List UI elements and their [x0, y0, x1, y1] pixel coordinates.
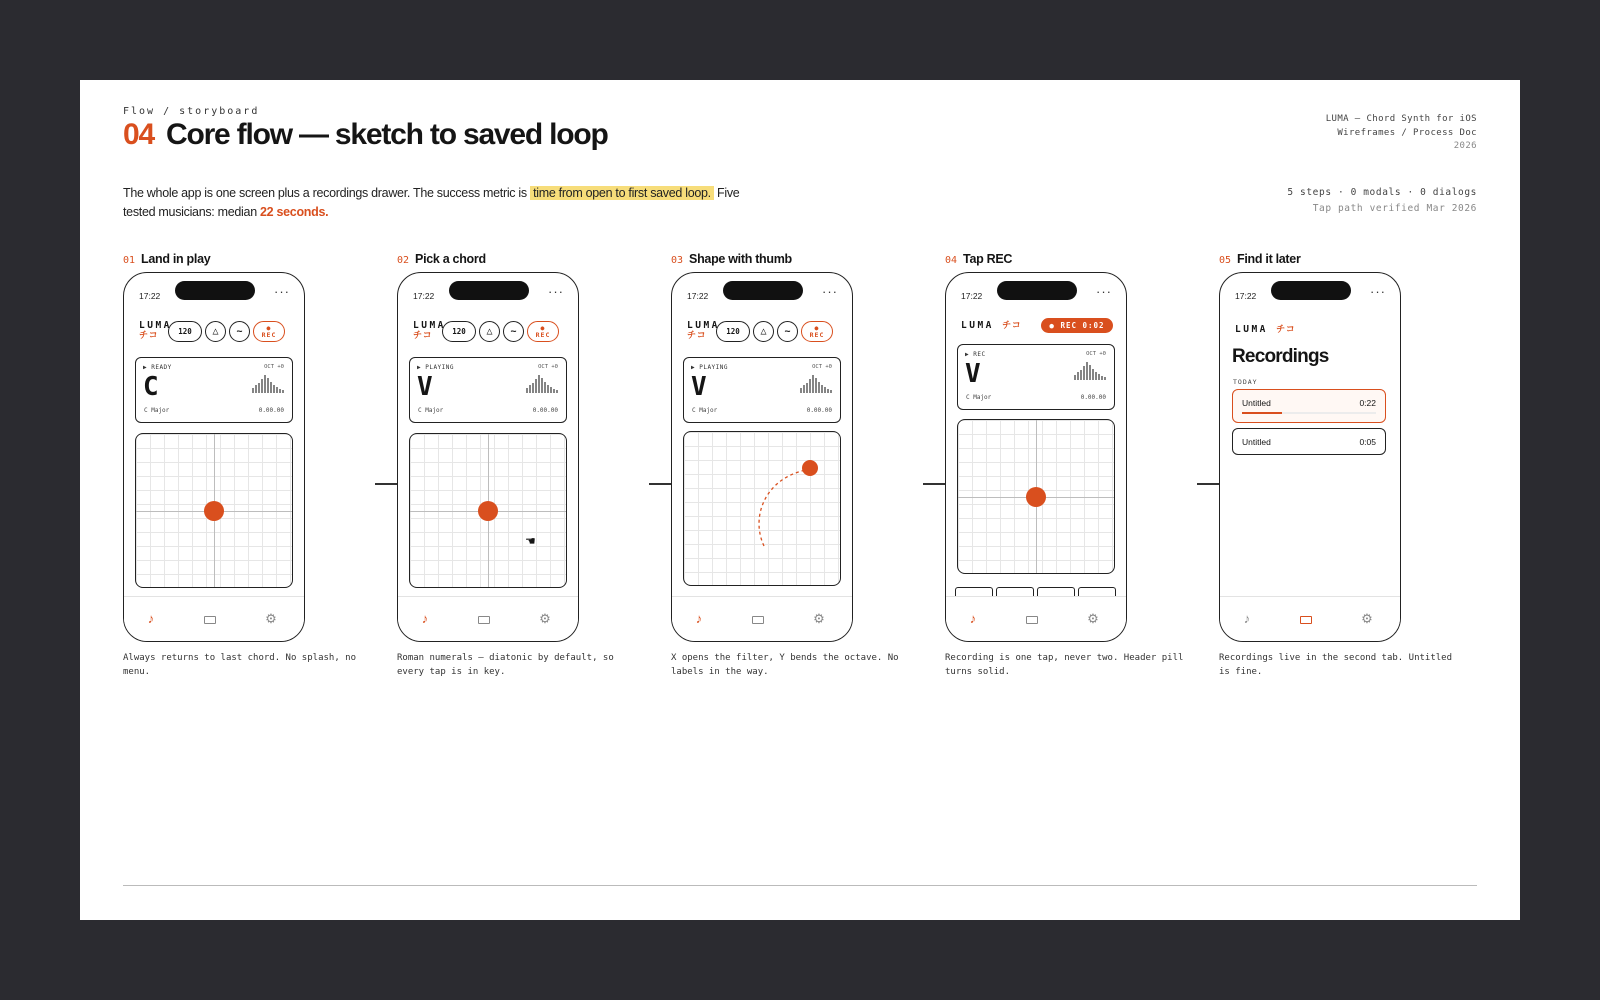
chord-display: [135, 357, 293, 423]
app-brand: [139, 320, 172, 342]
step-4: [945, 250, 1205, 690]
pad-knob[interactable]: [478, 501, 498, 521]
tab-recordings-icon[interactable]: [200, 611, 220, 626]
recording-item[interactable]: [1232, 389, 1386, 423]
dynamic-island: [1271, 281, 1351, 300]
section-number: 04: [123, 118, 154, 151]
pad-knob[interactable]: [1026, 487, 1046, 507]
triangle-wave-icon[interactable]: △: [753, 321, 774, 342]
octave-readout: OCT +0: [264, 364, 284, 370]
status-time: 17:22: [687, 291, 709, 301]
xy-pad[interactable]: [683, 431, 841, 586]
play-status: ▶ PLAYING: [417, 364, 455, 371]
control-pills: [442, 321, 559, 342]
rec-dot-icon: ●: [266, 323, 272, 332]
step-3: [671, 250, 931, 690]
more-icon[interactable]: ···: [274, 284, 290, 299]
recording-name: Untitled: [1242, 437, 1271, 447]
step-header: [1219, 250, 1301, 268]
flow-connector: [923, 483, 945, 485]
step-title: Shape with thumb: [689, 252, 792, 266]
more-icon[interactable]: ···: [1096, 284, 1112, 299]
intro-paragraph: [123, 184, 763, 222]
meta-doc-type: Wireframes / Process Doc: [1337, 127, 1477, 138]
step-number: 05: [1219, 255, 1232, 266]
tab-recordings-icon[interactable]: [474, 611, 494, 626]
key-label: C Major: [418, 407, 444, 414]
tab-bar: [672, 596, 852, 641]
triangle-wave-icon[interactable]: △: [205, 321, 226, 342]
step-title: Land in play: [141, 252, 211, 266]
step-caption: Recording is one tap, never two. Header pill turns solid.: [945, 653, 1184, 677]
sine-wave-icon[interactable]: ~: [229, 321, 250, 342]
phone-mockup: [1219, 272, 1401, 642]
brand-jp: チコ: [139, 331, 159, 341]
control-pills: [168, 321, 285, 342]
app-brand: [1235, 324, 1296, 336]
time-readout: 0.00.00: [1080, 394, 1106, 401]
step-header: [397, 250, 486, 268]
step-5: [1219, 250, 1479, 690]
step-1: [123, 250, 383, 690]
brand-name: LUMA: [687, 320, 720, 331]
phone-mockup: [397, 272, 579, 642]
chord-symbol: V: [417, 372, 433, 402]
gesture-trail: [684, 432, 841, 586]
rec-label: REC: [535, 330, 551, 339]
step-caption: Roman numerals — diatonic by default, so every tap is in key.: [397, 653, 614, 677]
meta-year: 2026: [1453, 141, 1477, 151]
step-header: [945, 250, 1012, 268]
recording-duration: 0:22: [1359, 398, 1376, 408]
dynamic-island: [997, 281, 1077, 300]
step-header: [123, 250, 210, 268]
app-brand: [413, 320, 446, 342]
recording-item[interactable]: [1232, 428, 1386, 455]
step-caption: Always returns to last chord. No splash, no menu.: [123, 653, 356, 677]
footer-divider: [123, 885, 1477, 886]
level-meter: [526, 373, 558, 393]
step-number: 03: [671, 255, 684, 266]
bpm-pill[interactable]: 120: [716, 321, 750, 342]
status-time: 17:22: [413, 291, 435, 301]
key-label: C Major: [144, 407, 170, 414]
intro-metric-value: 22 seconds.: [260, 205, 329, 219]
dynamic-island: [449, 281, 529, 300]
play-status: ▶ READY: [143, 364, 172, 371]
rec-button[interactable]: [527, 321, 559, 342]
rec-dot-icon: ●: [814, 323, 820, 332]
sine-wave-icon[interactable]: ~: [503, 321, 524, 342]
storyboard-sheet: [80, 80, 1520, 920]
step-caption: Recordings live in the second tab. Untitled is fine.: [1219, 653, 1452, 677]
step-title: Find it later: [1237, 252, 1301, 266]
key-label: C Major: [692, 407, 718, 414]
tab-play-icon[interactable]: ♪: [421, 611, 429, 626]
status-time: 17:22: [961, 291, 983, 301]
rec-label: REC: [809, 330, 825, 339]
doc-meta: [1326, 113, 1477, 154]
tab-settings-icon[interactable]: ⚙: [539, 611, 551, 626]
time-readout: 0.00.00: [532, 407, 558, 414]
tab-bar: [124, 596, 304, 641]
tab-recordings-icon[interactable]: [1022, 611, 1042, 626]
recordings-section-label: TODAY: [1233, 378, 1258, 386]
brand-jp: チコ: [687, 331, 707, 341]
meta-product: LUMA — Chord Synth for iOS: [1325, 114, 1477, 124]
tab-bar: [1220, 596, 1400, 641]
flow-connector: [1197, 483, 1219, 485]
title-text: Core flow — sketch to saved loop: [165, 118, 608, 151]
chord-display: [409, 357, 567, 423]
tab-play-icon[interactable]: ♪: [969, 611, 977, 626]
control-pills: [716, 321, 833, 342]
level-meter: [1074, 360, 1106, 380]
rec-label: REC: [261, 330, 277, 339]
chord-symbol: C: [143, 372, 159, 402]
level-meter: [800, 373, 832, 393]
tab-play-icon[interactable]: ♪: [1243, 611, 1251, 626]
playback-progress-fill: [1242, 412, 1282, 414]
dynamic-island: [723, 281, 803, 300]
chord-display: [957, 344, 1115, 410]
pad-knob[interactable]: [204, 501, 224, 521]
more-icon[interactable]: ···: [822, 284, 838, 299]
intro-text-2: Five tested musicians: median: [123, 186, 740, 219]
bpm-pill[interactable]: 120: [442, 321, 476, 342]
recording-duration: 0:05: [1359, 437, 1376, 447]
rec-button[interactable]: [801, 321, 833, 342]
flow-summary: 5 steps · 0 modals · 0 dialogs: [1287, 187, 1477, 198]
xy-pad[interactable]: [135, 433, 293, 588]
more-icon[interactable]: ···: [548, 284, 564, 299]
octave-readout: OCT +0: [1086, 351, 1106, 357]
tab-settings-icon[interactable]: ⚙: [1087, 611, 1099, 626]
time-readout: 0.00.00: [258, 407, 284, 414]
step-number: 02: [397, 255, 410, 266]
status-time: 17:22: [1235, 291, 1257, 301]
step-2: [397, 250, 657, 690]
triangle-wave-icon[interactable]: △: [479, 321, 500, 342]
step-number: 01: [123, 255, 136, 266]
brand-name: LUMA: [961, 320, 994, 331]
xy-pad[interactable]: [409, 433, 567, 588]
step-caption: X opens the filter, Y bends the octave. No labels in the way.: [671, 653, 899, 677]
app-brand: [687, 320, 720, 342]
flow-stats: [1287, 185, 1477, 217]
brand-name: LUMA: [139, 320, 172, 331]
bpm-pill[interactable]: 120: [168, 321, 202, 342]
tab-bar: [946, 596, 1126, 641]
level-meter: [252, 373, 284, 393]
brand-jp: チコ: [1276, 325, 1296, 335]
tab-settings-icon[interactable]: ⚙: [265, 611, 277, 626]
play-status: ▶ PLAYING: [691, 364, 729, 371]
tab-settings-icon[interactable]: ⚙: [1361, 611, 1373, 626]
rec-dot-icon: ●: [540, 323, 546, 332]
step-title: Pick a chord: [415, 252, 486, 266]
sine-wave-icon[interactable]: ~: [777, 321, 798, 342]
more-icon[interactable]: ···: [1370, 284, 1386, 299]
tab-play-icon[interactable]: ♪: [147, 611, 155, 626]
tab-play-icon[interactable]: ♪: [695, 611, 703, 626]
flow-connector: [375, 483, 397, 485]
play-status: ▶ REC: [965, 351, 986, 358]
brand-jp: チコ: [413, 331, 433, 341]
dynamic-island: [175, 281, 255, 300]
recording-pill[interactable]: ● REC 0:02: [1041, 318, 1113, 333]
chord-symbol: V: [691, 372, 707, 402]
rec-button[interactable]: [253, 321, 285, 342]
brand-name: LUMA: [413, 320, 446, 331]
tab-recordings-icon[interactable]: [748, 611, 768, 626]
playback-progress: [1242, 412, 1376, 414]
chord-display: [683, 357, 841, 423]
phone-mockup: [123, 272, 305, 642]
octave-readout: OCT +0: [538, 364, 558, 370]
brand-name: LUMA: [1235, 324, 1268, 335]
step-title: Tap REC: [963, 252, 1013, 266]
step-header: [671, 250, 792, 268]
section-kicker: Flow / storyboard: [123, 106, 260, 117]
status-time: 17:22: [139, 291, 161, 301]
pointing-hand-icon: ☚: [525, 534, 536, 548]
step-number: 04: [945, 255, 958, 266]
tab-settings-icon[interactable]: ⚙: [813, 611, 825, 626]
xy-pad[interactable]: [957, 419, 1115, 574]
verification-note: Tap path verified Mar 2026: [1312, 203, 1477, 214]
page-title: [123, 118, 608, 152]
pad-knob[interactable]: [802, 460, 818, 476]
tab-bar: [398, 596, 578, 641]
tab-recordings-icon[interactable]: [1296, 611, 1316, 626]
phone-mockup: [671, 272, 853, 642]
intro-highlight: time from open to first saved loop.: [530, 186, 714, 200]
phone-mockup: [945, 272, 1127, 642]
flow-connector: [649, 483, 671, 485]
app-brand: [961, 320, 1022, 332]
brand-jp: チコ: [1002, 321, 1022, 331]
chord-symbol: V: [965, 359, 981, 389]
intro-text-1: The whole app is one screen plus a recordings drawer. The success metric is: [123, 186, 527, 200]
octave-readout: OCT +0: [812, 364, 832, 370]
recordings-title: Recordings: [1232, 346, 1329, 367]
key-label: C Major: [966, 394, 992, 401]
time-readout: 0.00.00: [806, 407, 832, 414]
recording-name: Untitled: [1242, 398, 1271, 408]
